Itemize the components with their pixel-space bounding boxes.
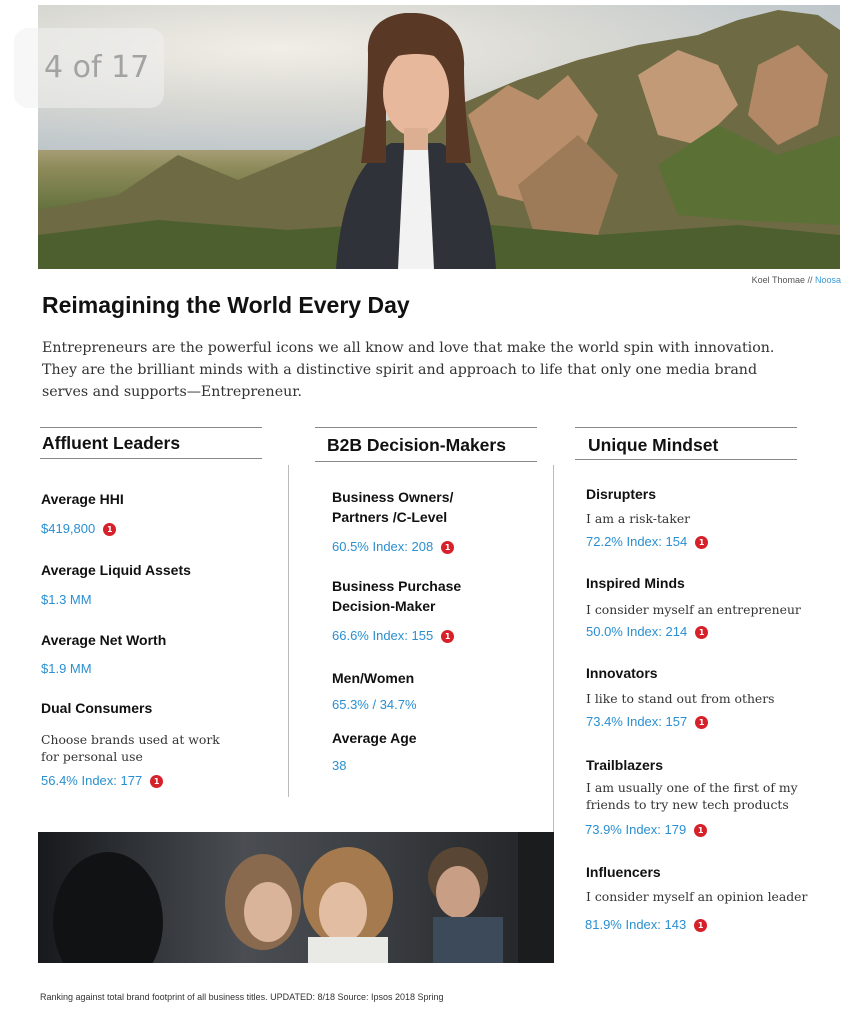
men-women-label: Men/Women bbox=[332, 670, 415, 686]
liquid-assets-label: Average Liquid Assets bbox=[41, 562, 191, 578]
dual-consumers-label: Dual Consumers bbox=[41, 700, 153, 716]
affluent-header: Affluent Leaders bbox=[42, 433, 181, 453]
inspired-minds-label: Inspired Minds bbox=[586, 575, 685, 591]
business-owners-line2: Partners /C-Level bbox=[332, 509, 448, 525]
rank-badge-icon: 1 bbox=[441, 541, 454, 554]
purchase-decision-line2: Decision-Maker bbox=[332, 598, 436, 614]
innovators-value: 73.4% Index: 157 bbox=[586, 714, 688, 729]
b2b-top-rule bbox=[315, 427, 537, 428]
disrupters-desc: I am a risk-taker bbox=[586, 511, 691, 526]
hhi-stat bbox=[41, 521, 116, 536]
inspired-minds-value: 50.0% Index: 214 bbox=[586, 624, 688, 639]
average-age-stat: 38 bbox=[332, 758, 347, 773]
innovators-desc: I like to stand out from others bbox=[586, 691, 775, 706]
credit-separator: // bbox=[804, 275, 815, 285]
photo-credit bbox=[752, 275, 841, 285]
affluent-top-rule bbox=[40, 427, 262, 428]
mindset-top-rule bbox=[575, 427, 797, 428]
purchase-decision-stat bbox=[332, 628, 454, 643]
dual-consumers-desc: Choose brands used at work for personal use bbox=[41, 732, 220, 764]
column-divider-right bbox=[553, 465, 554, 837]
credit-name: Koel Thomae bbox=[751, 275, 805, 285]
rank-badge-icon: 1 bbox=[695, 536, 708, 549]
intro-paragraph: Entrepreneurs are the powerful icons we all know and love that make the world spin with innovation. They are the brilliant minds with a distinctive spirit and approach to life that only one media brand serves and supports—Entrepreneur. bbox=[42, 340, 775, 400]
column-divider-left bbox=[288, 465, 289, 797]
influencers-stat bbox=[585, 917, 707, 932]
net-worth-label: Average Net Worth bbox=[41, 632, 167, 648]
rank-badge-icon: 1 bbox=[695, 716, 708, 729]
rank-badge-icon: 1 bbox=[441, 630, 454, 643]
b2b-header: B2B Decision-Makers bbox=[327, 435, 506, 455]
b2b-bottom-rule bbox=[315, 461, 537, 462]
rank-badge-icon: 1 bbox=[150, 775, 163, 788]
trailblazers-stat bbox=[585, 822, 707, 837]
business-owners-line1: Business Owners/ bbox=[332, 489, 454, 505]
rank-badge-icon: 1 bbox=[695, 626, 708, 639]
people-at-laptop bbox=[38, 832, 554, 963]
average-age-label: Average Age bbox=[332, 730, 417, 746]
rank-badge-icon: 1 bbox=[694, 824, 707, 837]
influencers-desc: I consider myself an opinion leader bbox=[586, 889, 808, 904]
business-owners-label bbox=[332, 487, 453, 527]
trailblazers-desc: I am usually one of the first of my friends to try new tech products bbox=[586, 780, 798, 812]
source-footnote: Ranking against total brand footprint of all business titles. UPDATED: 8/18 Source: Ipsos 2018 Spring bbox=[40, 992, 444, 1002]
trailblazers-value: 73.9% Index: 179 bbox=[585, 822, 687, 837]
influencers-value: 81.9% Index: 143 bbox=[585, 917, 687, 932]
trailblazers-label: Trailblazers bbox=[586, 757, 664, 773]
men-women-stat: 65.3% / 34.7% bbox=[332, 697, 417, 712]
affluent-bottom-rule bbox=[40, 458, 262, 459]
innovators-label: Innovators bbox=[586, 665, 658, 681]
rank-badge-icon: 1 bbox=[103, 523, 116, 536]
influencers-label: Influencers bbox=[586, 864, 661, 880]
page-title: Reimagining the World Every Day bbox=[42, 292, 410, 318]
innovators-stat bbox=[586, 714, 708, 729]
inspired-minds-stat bbox=[586, 624, 708, 639]
group-photo bbox=[38, 832, 554, 963]
purchase-decision-label bbox=[332, 576, 461, 616]
hhi-value: $419,800 bbox=[41, 521, 96, 536]
inspired-minds-desc: I consider myself an entrepreneur bbox=[586, 602, 801, 617]
dual-consumers-stat bbox=[41, 773, 163, 788]
mindset-bottom-rule bbox=[575, 459, 797, 460]
business-owners-stat bbox=[332, 539, 454, 554]
disrupters-stat bbox=[586, 534, 708, 549]
net-worth-stat: $1.9 MM bbox=[41, 661, 92, 676]
liquid-assets-stat: $1.3 MM bbox=[41, 592, 92, 607]
purchase-decision-line1: Business Purchase bbox=[332, 578, 462, 594]
slide-counter: 4 of 17 bbox=[14, 28, 164, 108]
woman-portrait bbox=[296, 13, 536, 269]
disrupters-value: 72.2% Index: 154 bbox=[586, 534, 688, 549]
dual-consumers-value: 56.4% Index: 177 bbox=[41, 773, 143, 788]
business-owners-value: 60.5% Index: 208 bbox=[332, 539, 434, 554]
hhi-label: Average HHI bbox=[41, 491, 124, 507]
mindset-header: Unique Mindset bbox=[588, 435, 719, 455]
purchase-decision-value: 66.6% Index: 155 bbox=[332, 628, 434, 643]
disrupters-label: Disrupters bbox=[586, 486, 657, 502]
credit-studio: Noosa bbox=[814, 275, 841, 285]
rank-badge-icon: 1 bbox=[694, 919, 707, 932]
